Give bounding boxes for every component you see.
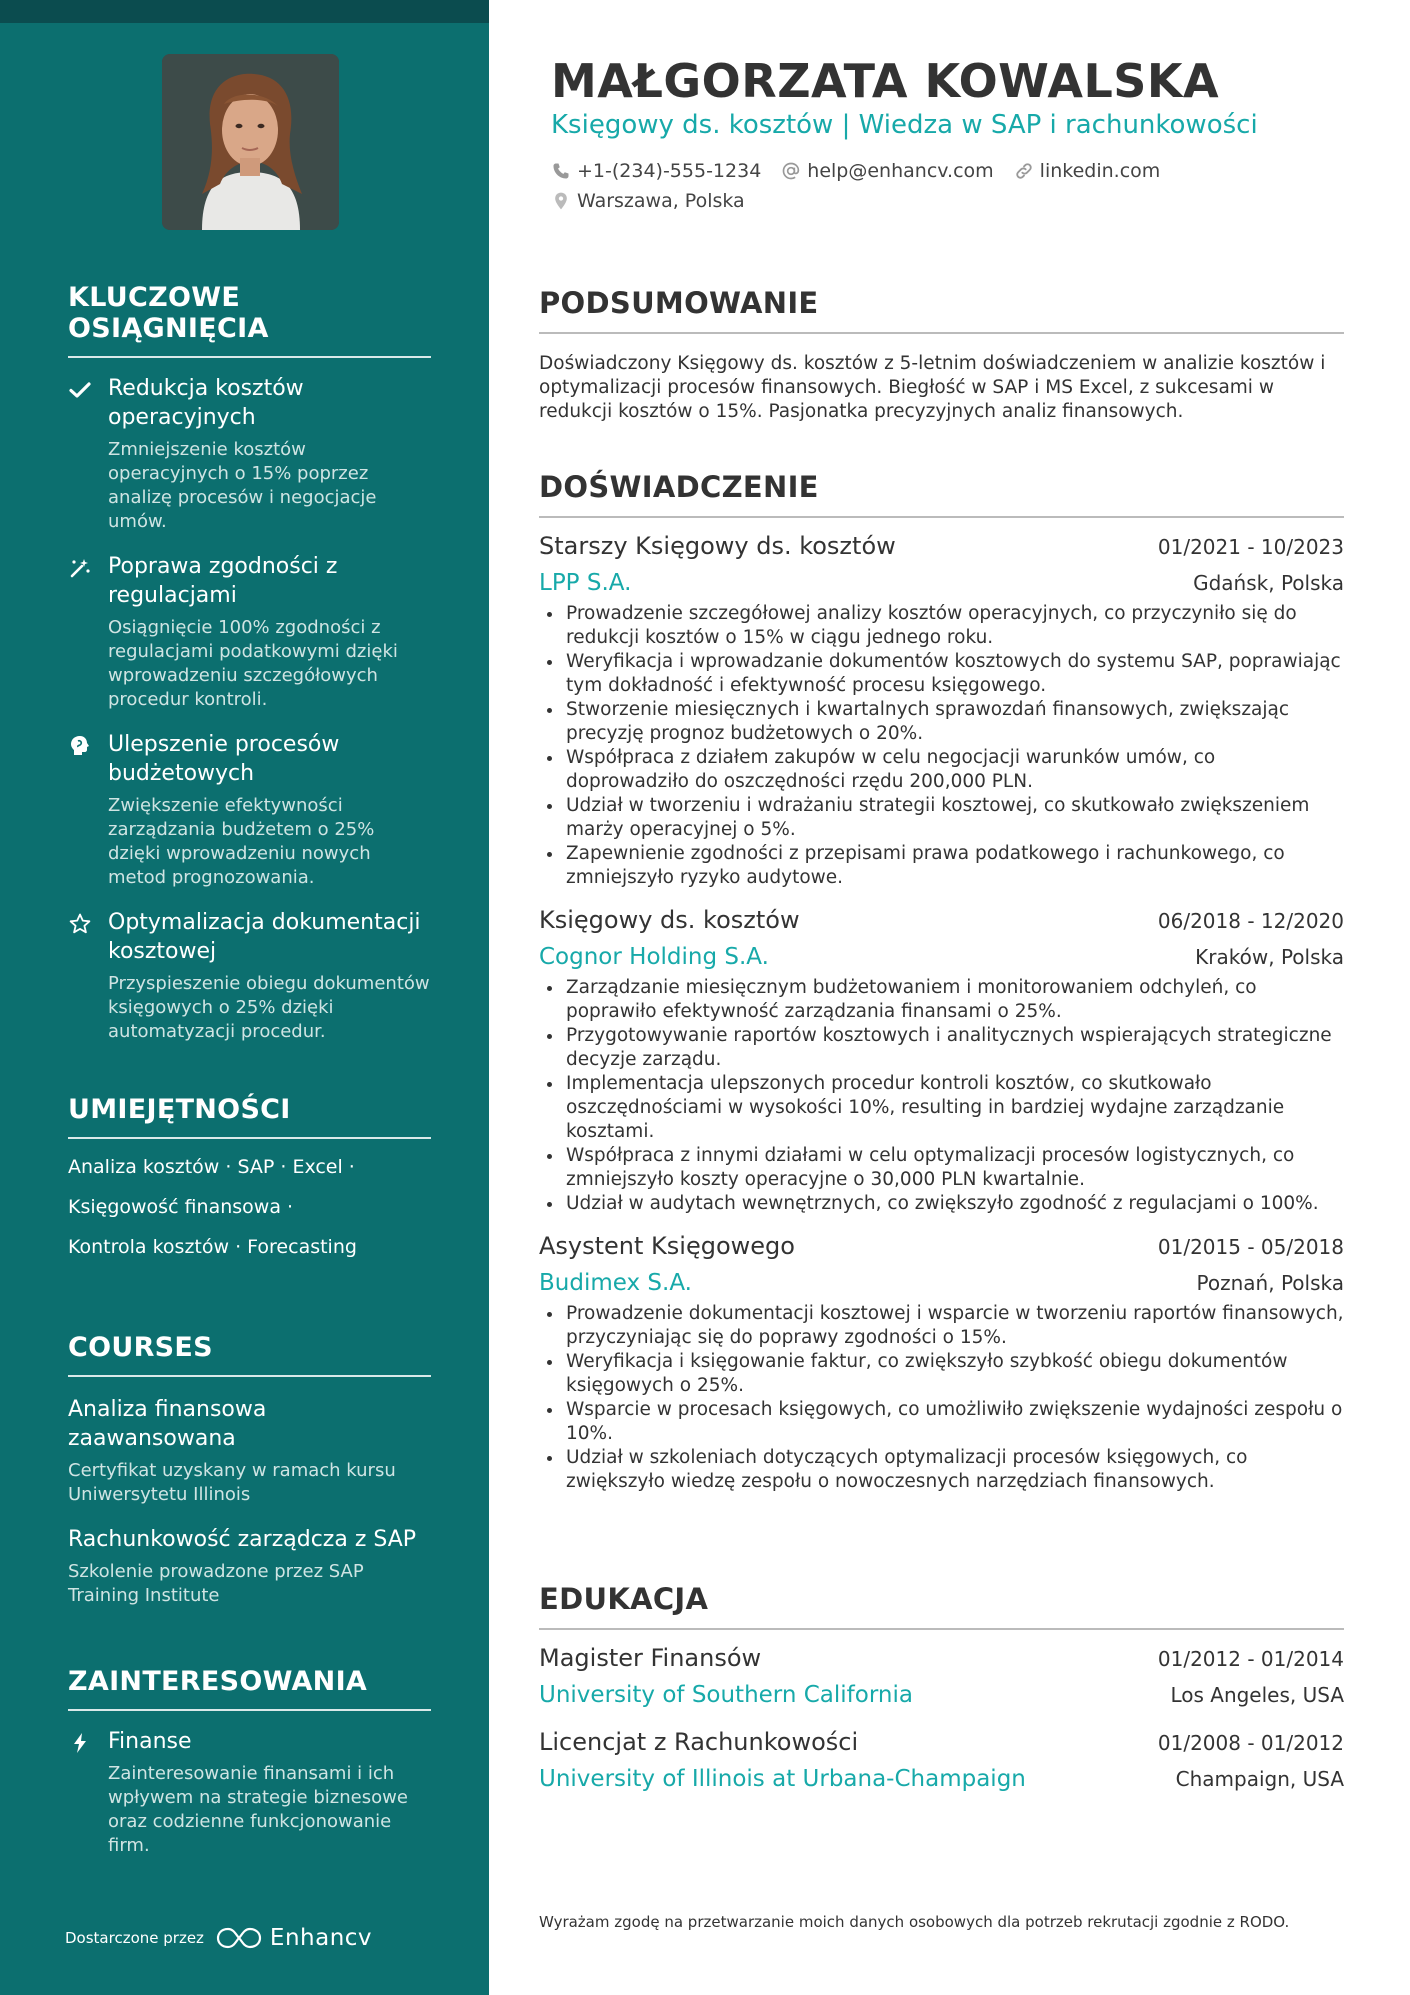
job-location: Poznań, Polska [1196,1271,1344,1295]
job-bullet: Przygotowywanie raportów kosztowych i analitycznych wspierających strategiczne decyzje zarządu. [539,1024,1344,1072]
education-dates: 01/2008 - 01/2012 [1157,1731,1344,1755]
skills-section [68,1094,431,1259]
linkedin-text[interactable]: linkedin.com [1039,160,1161,182]
job-title: Starszy Księgowy ds. kosztów [539,532,896,560]
achievement-item [68,374,431,534]
experience-section [539,470,1344,1494]
achievement-item [68,730,431,890]
courses-title: COURSES [68,1332,431,1377]
wand-icon [68,556,92,580]
achievements-title: KLUCZOWE OSIĄGNIĘCIA [68,282,431,358]
job-dates: 01/2021 - 10/2023 [1157,535,1344,559]
school-name: University of Southern California [539,1682,913,1708]
job-bullets [539,1302,1344,1494]
school-name: University of Illinois at Urbana-Champaign [539,1766,1026,1792]
job-location: Kraków, Polska [1195,945,1344,969]
job-title: Księgowy ds. kosztów [539,906,800,934]
enhancv-brand: Enhancv [269,1925,373,1951]
job-bullet: Udział w tworzeniu i wdrażaniu strategii kosztowej, co skutkowało zwiększeniem marży operacyjnej o 5%. [539,794,1344,842]
location-text: Warszawa, Polska [577,190,745,212]
summary-text: Doświadczony Księgowy ds. kosztów z 5-letnim doświadczeniem w analizie kosztów i optymalizacji procesów finansowych. Biegłość w SAP i MS Excel, z sukcesami w redukcji kosztów o 15%. Pasjonatka precyzyjnych analiz finansowych. [539,353,1326,422]
job-bullets [539,976,1344,1216]
company-name: Budimex S.A. [539,1270,692,1296]
interest-desc: Zainteresowanie finansami i ich wpływem na strategie biznesowe oraz codzienne funkcjonowanie firm. [108,1763,408,1856]
email-text[interactable]: help@enhancv.com [807,160,994,182]
degree: Licencjat z Rachunkowości [539,1728,859,1756]
location-contact [551,190,745,212]
job-bullet: Zarządzanie miesięcznym budżetowaniem i monitorowaniem odchyleń, co poprawiło efektywność zarządzania finansami o 25%. [539,976,1344,1024]
summary-title: PODSUMOWANIE [539,286,1344,334]
experience-title: DOŚWIADCZENIE [539,470,1344,518]
location-pin-icon [551,191,571,211]
achievement-title: Redukcja kosztów operacyjnych [108,376,304,430]
skills-line: Księgowość finansowa · [68,1196,294,1218]
degree: Magister Finansów [539,1644,762,1672]
profile-photo [162,54,339,230]
achievement-title: Poprawa zgodności z regulacjami [108,554,338,608]
contact-row [551,160,1180,182]
powered-by [65,1925,372,1951]
link-icon [1014,161,1034,181]
interests-section [68,1666,431,1858]
course-item [68,1525,431,1608]
job-entry [539,1232,1344,1494]
school-location: Champaign, USA [1175,1767,1344,1791]
summary-section [539,286,1344,424]
skills-line: Kontrola kosztów · Forecasting [68,1236,357,1258]
job-bullets [539,602,1344,890]
enhancv-logo-icon [216,1925,262,1951]
course-item [68,1395,431,1507]
job-entry [539,532,1344,890]
check-icon [68,378,92,402]
education-entry [539,1728,1344,1792]
email-contact[interactable] [781,160,993,182]
job-bullet: Współpraca z działem zakupów w celu negocjacji warunków umów, co doprowadziło do oszczędności rzędu 200,000 PLN. [539,746,1344,794]
achievement-desc: Zmniejszenie kosztów operacyjnych o 15% poprzez analizę procesów i negocjacje umów. [108,439,377,532]
job-bullet: Wsparcie w procesach księgowych, co umożliwiło zwiększenie wydajności zespołu o 10%. [539,1398,1344,1446]
achievement-desc: Zwiększenie efektywności zarządzania budżetem o 25% dzięki wprowadzeniu nowych metod prognozowania. [108,795,375,888]
courses-section [68,1332,431,1608]
brain-icon [68,734,92,758]
job-dates: 06/2018 - 12/2020 [1157,909,1344,933]
job-bullet: Udział w audytach wewnętrznych, co zwiększyło zgodność z regulacjami o 100%. [539,1192,1344,1216]
education-entry [539,1644,1344,1708]
job-bullet: Prowadzenie dokumentacji kosztowej i wsparcie w tworzeniu raportów finansowych, przyczyniając się do poprawy zgodności o 15%. [539,1302,1344,1350]
bolt-icon [68,1731,92,1755]
job-bullet: Stworzenie miesięcznych i kwartalnych sprawozdań finansowych, zwiększając precyzję prognoz budżetowych o 20%. [539,698,1344,746]
skills-line: Analiza kosztów · SAP · Excel · [68,1156,355,1178]
job-bullet: Implementacja ulepszonych procedur kontroli kosztów, co skutkowało oszczędnościami w wysokości 10%, resulting in bardziej wydajne zarządzanie kosztami. [539,1072,1344,1144]
gdpr-consent: Wyrażam zgodę na przetwarzanie moich danych osobowych dla potrzeb rekrutacji zgodnie z RODO. [539,1913,1290,1931]
company-name: LPP S.A. [539,570,632,596]
education-section [539,1582,1344,1792]
achievements-section [68,282,431,1044]
job-bullet: Zapewnienie zgodności z przepisami prawa podatkowego i rachunkowego, co zmniejszyło ryzyko audytowe. [539,842,1344,890]
interests-title: ZAINTERESOWANIA [68,1666,431,1711]
job-title: Asystent Księgowego [539,1232,795,1260]
sidebar [0,0,489,1995]
candidate-name: MAŁGORZATA KOWALSKA [551,54,1220,108]
phone-contact [551,160,761,182]
course-title: Analiza finansowa zaawansowana [68,1397,267,1451]
job-bullet: Prowadzenie szczegółowej analizy kosztów operacyjnych, co przyczyniło się do redukcji kosztów o 15% w ciągu jednego roku. [539,602,1344,650]
course-desc: Certyfikat uzyskany w ramach kursu Uniwersytetu Illinois [68,1460,396,1505]
achievement-item [68,908,431,1044]
company-name: Cognor Holding S.A. [539,944,769,970]
phone-icon [551,161,571,181]
sidebar-top-bar [0,0,489,23]
interest-title: Finanse [108,1729,192,1754]
star-icon [68,912,92,936]
powered-by-label: Dostarczone przez [65,1929,204,1947]
job-bullet: Udział w szkoleniach dotyczących optymalizacji procesów księgowych, co zwiększyło wiedzę zespołu o nowoczesnych narzędziach finansowych. [539,1446,1344,1494]
achievement-item [68,552,431,712]
achievement-title: Optymalizacja dokumentacji kosztowej [108,910,421,964]
job-location: Gdańsk, Polska [1193,571,1344,595]
interest-item [68,1727,431,1858]
headline: Księgowy ds. kosztów | Wiedza w SAP i rachunkowości [551,110,1258,140]
job-dates: 01/2015 - 05/2018 [1157,1235,1344,1259]
achievement-title: Ulepszenie procesów budżetowych [108,732,340,786]
job-bullet: Weryfikacja i wprowadzanie dokumentów kosztowych do systemu SAP, poprawiając tym dokładność i efektywność procesu księgowego. [539,650,1344,698]
education-dates: 01/2012 - 01/2014 [1157,1647,1344,1671]
course-title: Rachunkowość zarządcza z SAP [68,1527,417,1552]
school-location: Los Angeles, USA [1170,1683,1344,1707]
portrait-illustration [162,54,339,230]
achievement-desc: Przyspieszenie obiegu dokumentów księgowych o 25% dzięki automatyzacji procedur. [108,973,430,1042]
job-bullet: Weryfikacja i księgowanie faktur, co zwiększyło szybkość obiegu dokumentów księgowych o 25%. [539,1350,1344,1398]
phone-text: +1-(234)-555-1234 [577,160,762,182]
location-row [551,190,765,212]
at-icon [781,161,801,181]
job-bullet: Współpraca z innymi działami w celu optymalizacji procesów logistycznych, co zmniejszyło koszty operacyjne o 30,000 PLN kwartalnie. [539,1144,1344,1192]
achievement-desc: Osiągnięcie 100% zgodności z regulacjami podatkowymi dzięki wprowadzeniu szczegółowych procedur kontroli. [108,617,398,710]
linkedin-contact[interactable] [1014,160,1161,182]
job-entry [539,906,1344,1216]
skills-title: UMIEJĘTNOŚCI [68,1094,431,1139]
course-desc: Szkolenie prowadzone przez SAP Training Institute [68,1561,364,1606]
education-title: EDUKACJA [539,1582,1344,1630]
